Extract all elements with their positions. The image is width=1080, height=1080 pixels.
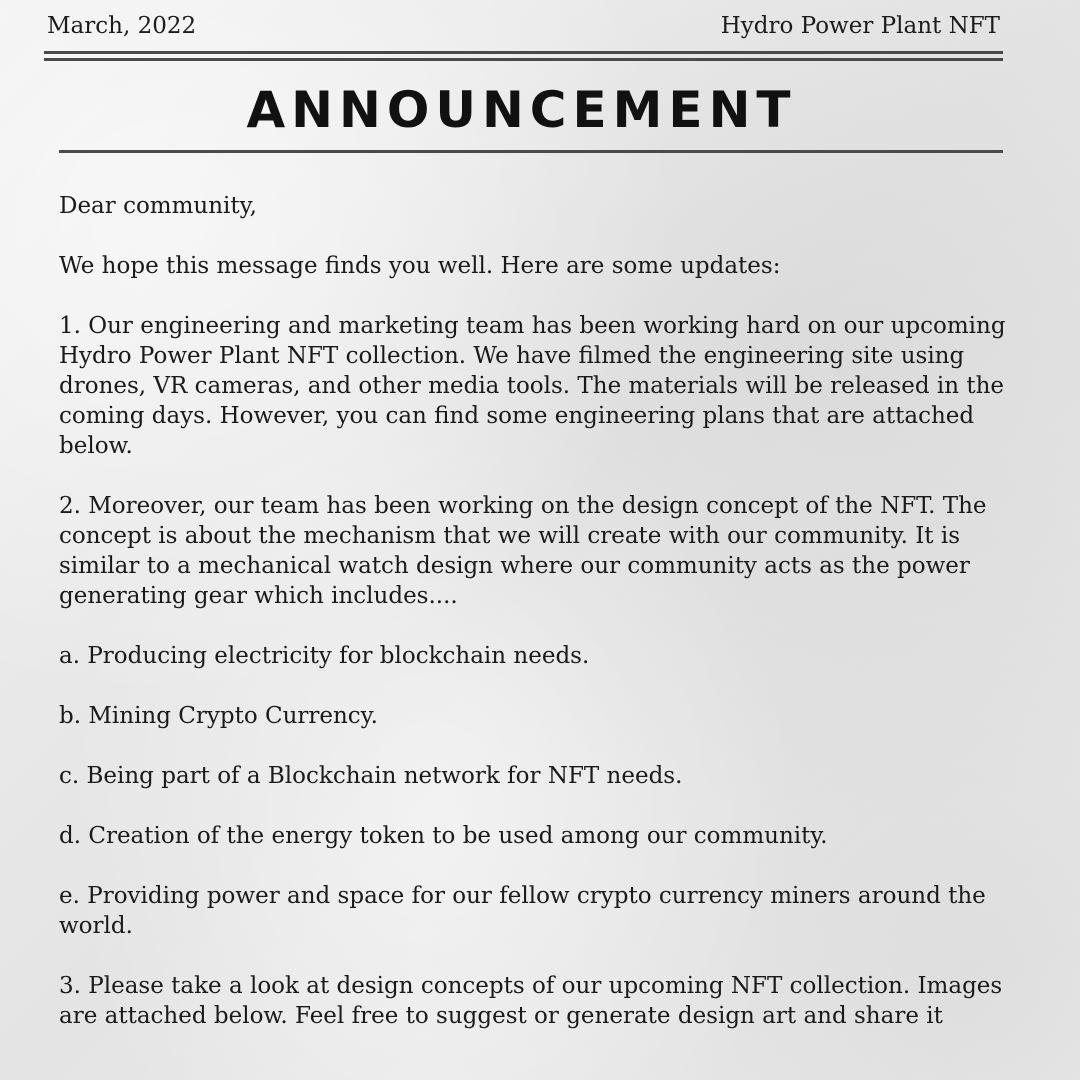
header-divider-bottom bbox=[44, 58, 1003, 61]
sub-item-d: d. Creation of the energy token to be used among our community. bbox=[59, 823, 828, 849]
sub-item-e: e. Providing power and space for our fellow crypto currency miners around the world. bbox=[59, 883, 986, 939]
sub-item-c: c. Being part of a Blockchain network for NFT needs. bbox=[59, 763, 683, 789]
header-date: March, 2022 bbox=[47, 13, 197, 39]
update-item-2: 2. Moreover, our team has been working on the design concept of the NFT. The concept is about the mechanism that we will create with our community. It is similar to a mechanical watch design where our community acts as the power generating gear which includes.... bbox=[59, 493, 987, 609]
sub-item-b: b. Mining Crypto Currency. bbox=[59, 703, 378, 729]
update-item-1: 1. Our engineering and marketing team has been working hard on our upcoming Hydro Power Plant NFT collection. We have filmed the engineering site using drones, VR cameras, and other media tools. The materials will be released in the coming days. However, you can find some engineering plans that are attached below. bbox=[59, 313, 1006, 459]
announcement-body bbox=[59, 191, 1044, 1061]
greeting: Dear community, bbox=[59, 193, 257, 219]
header-divider-top bbox=[44, 51, 1003, 54]
intro-paragraph: We hope this message finds you well. Here are some updates: bbox=[59, 253, 781, 279]
title-divider bbox=[59, 150, 1003, 153]
sub-item-a: a. Producing electricity for blockchain needs. bbox=[59, 643, 590, 669]
page-title: ANNOUNCEMENT bbox=[246, 81, 797, 139]
update-item-3: 3. Please take a look at design concepts of our upcoming NFT collection. Images are attached below. Feel free to suggest or generate design art and share it bbox=[59, 973, 1003, 1029]
header-brand: Hydro Power Plant NFT bbox=[720, 13, 1000, 39]
